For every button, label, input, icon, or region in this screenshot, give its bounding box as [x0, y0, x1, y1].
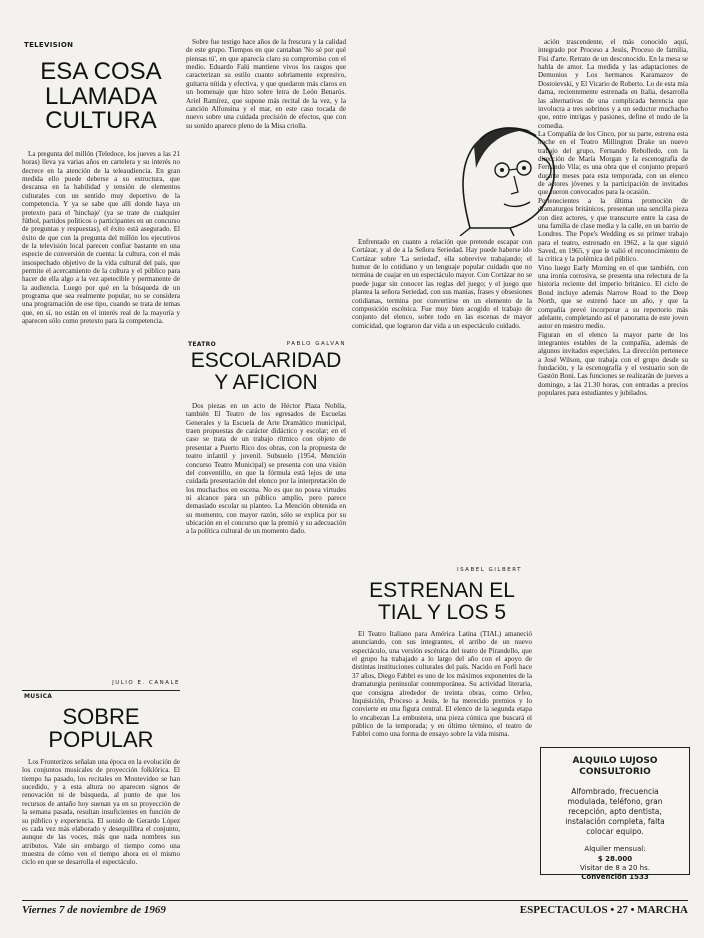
footer-date: Viernes 7 de noviembre de 1969: [22, 904, 166, 916]
ad-address: Convención 1533: [581, 873, 649, 882]
tv-headline: [22, 60, 180, 134]
section-label-music: MUSICA: [24, 693, 53, 700]
classified-ad: [540, 747, 690, 882]
ad-footer: [541, 845, 689, 883]
col3-top-text: Enfrentado en cuanto a relación que pretende escapar con Cortázar, y al de a la Señora Seriedad. Hay puede haberse ido Cortázar sobre 'La seriedad', ella sobrevive trabajando; el humor de lo cotidiano y un lenguaje popular cuidado que no termina de cuajar en un espectáculo mayor. Con Cortázar no se puede jugar sin conocer las reglas del juego; y el juego que plantea la señora Seriedad, con sus manías, frases y obsesiones cotidianas, termina por convertirse en un elemento de la composición escénica. Fue muy bien acogido el trabajo de conjunto del elenco, sobre todo en las escenas de mayor comicidad, que lograron dar vida a un espectáculo cuidado.: [352, 238, 532, 330]
tial-headline: [352, 580, 532, 623]
col2-top-body: [186, 38, 346, 338]
tial-headline-line-2: TIAL Y LOS 5: [377, 600, 507, 624]
theatre-headline: [186, 350, 346, 393]
music-article-body: [22, 758, 180, 898]
divider: [22, 690, 180, 691]
theatre-headline-line-1: ESCOLARIDAD: [190, 349, 342, 372]
music-headline-line-1: SOBRE: [62, 704, 140, 729]
tv-article-text: La pregunta del millón (Teledoce, los jueves a las 21 horas) lleva ya varias años en cartelera y su interés no decrece en la atención de la teleaudiencia. En gran medida ello puede deberse a su estructura, que descansa en la habilidad y tensión de elementos culturales con un sentido muy deportivo de la competencia. Y ya se sabe que allí donde haya un pretexto para el 'hinchaje' (ya se trate de cualquier fútbol, partidos políticos o participantes en un concurso de preguntas y respuestas), el éxito está asegurado. El éxito de que con la pregunta del millón los ejecutivos de la televisión local parecen confiar bastante en una especie de conversión de cuenta: la cultura, con el más insospechado objetivo de la vida cultural del país, que permite el acercamiento de la cultura y el público para hacer de ella algo a la vez apetecible y permanente de la audiencia. Luego por qué en la búsqueda de un programa que sea realmente popular, no se considera una programación de ese tipo, cuando se trata de temas que, en sí, no están en el interés real de la mayoría y aparecen sólo como pretexto para la competencia.: [22, 150, 180, 326]
ad-price: $ 28.000: [597, 854, 633, 863]
tv-headline-line-2: LLAMADA: [44, 82, 158, 110]
col2-byline: PABLO GALVAN: [286, 341, 346, 347]
ad-title-line-1: ALQUILO LUJOSO: [572, 756, 658, 766]
ad-contact-label: Alquiler mensual:: [584, 845, 646, 854]
music-headline: [22, 706, 180, 751]
music-article-text: Los Fronterizos señalan una época en la evolución de los conjuntos musicales de proyección folklórica. El tiempo ha pasado, los recitales en Montevideo se han sucedido, y a esta altura no aparecen signos de renovación ni de búsqueda, al punto de que los recursos de antaño hoy suenan ya en su proyección de la semana pasada, resultan insuficientes en función de su público y experiencia. El sonido de Gerardo López es cada vez más elaborado y desequilibra el conjunto, aunque de las voces, más que nada nombres sus atributos. Vale sin embargo el tiempo como una muestra de cómo ven el tiempo ahora en el mismo ciclo en que se desarrolla el espectáculo.: [22, 758, 180, 867]
ad-title-line-2: CONSULTORIO: [579, 767, 651, 778]
theatre-article-body: [186, 402, 346, 898]
theatre-headline-line-2: Y AFICION: [214, 370, 318, 394]
col3-byline: ISABEL GILBERT: [456, 567, 522, 573]
tv-byline: JULIO E. CANALE: [112, 680, 180, 686]
music-headline-line-2: POPULAR: [48, 726, 154, 752]
tial-article-text: El Teatro Italiano para América Latina (TIAL) amaneció anunciando, con sus integrantes, el arribo de un nuevo espectáculo, una versión escénica del teatro de Pirandello, que el grupo ha trabajado a lo largo del año con el apoyo de distintas instituciones culturales del país. Nacido en Forlì hace 37 años, Diego Fabbri es uno de los máximos exponentes de la dramaturgia peninsular contemporánea. Su actividad literaria, que consigna alrededor de treinta obras, como Orfeo, Inquisición, Proceso a Jesús, le ha merecido premios y lo convierte en una figura central. El elenco de la segunda etapa lo encabezan La embustera, una pieza cómica que buscará el público de la temporada; y en último término, el teatro de Fabbri como una forma de ensayo sobre la vida misma.: [352, 630, 532, 739]
col4-body: [538, 38, 688, 738]
ad-body: Alfombrado, frecuencia modulada, teléfono, gran recepción, apto dentista, instalación completa, falta colocar equipo.: [565, 786, 665, 836]
col4-text: ación trascendente, el más conocido aquí, integrado por Proceso a Jesús, Proceso de familia, Fisi d'arte. Retrato de un desconocido. En la mesa se habla de amor. La medida y las adaptaciones de Demonios y Los hermanos Karamazov de Dostoievski, y El Vicario de Roberto. Lo de esta mía dama, recientemente estrenada en Italia, desarrolla las alternativas de una complicada herencia que involucra a tres sobrinos y a un seductor muchacho que, entre intrigas y pasiones, define el nudo de la comedia. La Compañía de los Cinco, por su parte, estrena esta noche en el Teatro Millington Drake un nuevo trabajo del grupo, Fernando Rebolledo, con la dirección de María Morgan y la escenografía de Fernando Vila; es una obra que el conjunto preparó durante meses para esta temporada, con un elenco de actores jóvenes y la participación de invitados que fueron convocados para la ocasión. Pertenecientes a la última promoción de dramaturgos británicos, presentan una sencilla pieza con diez actores, y que transcurre entre la casa de una familia de clase media y la calle, en un barrio de Londres. The Pope's Wedding es su primer trabajo para el teatro, estrenado en 1962, a la que siguió Saved, en 1965, y que le valió el reconocimiento de la crítica y la polémica del público. Vino luego Early Morning en el que también, con una ironía corrosiva, se presenta una relectura de la historia reciente del imperio británico. El ciclo de Bond incluye además Narrow Road to the Deep North, que se estrenó hace un año, y que la compañía prevé incorporar a su repertorio más adelante, completando así el panorama de este joven autor en nuestro medio. Figuran en el elenco la mayor parte de los integrantes estables de la compañía, además de algunos invitados especiales. La dirección pertenece a José Wilson, que trabaja con el grupo desde su fundación, y la escenografía y el vestuario son de Gastón Boni. Las funciones se realizarán de jueves a domingo, a las 21.30 horas, con entradas a precios populares para estudiantes y jubilados.: [538, 38, 688, 398]
section-label-television: TELEVISION: [24, 41, 74, 49]
tial-headline-line-1: ESTRENAN EL: [369, 579, 515, 602]
ad-title: [541, 756, 689, 779]
tial-article-body: [352, 630, 532, 898]
tv-headline-line-1: ESA COSA: [40, 58, 162, 85]
tv-headline-line-3: CULTURA: [45, 107, 157, 135]
theatre-article-text: Dos piezas en un acto de Héctor Plaza Noblía, también El Teatro de los egresados de Escuelas Generales y la Escuela de Arte Dramático municipal, traen propuestas de carácter didáctico y escolar; en el caso se trata de un trabajo rítmico con objeto de presentar a Puerto Rico dos obras, con la propuesta de teatro infantil y juvenil. Subsuelo (1954, Mención concurso Teatro Municipal) se presenta con una visión del conventillo, en que la fórmula está lejos de una cuidada presentación del elenco por la interpretación de los muchachos en escena. No es que no posea virtudes ni alcance para un público amplio, pero parece demasiado escolar su planteo. La Mención obtenida en su momento, con mayor razón, sólo se explica por su ubicación en el concurso que la premió y su adecuación a la política cultural de un momento dado.: [186, 402, 346, 536]
footer-section-page: ESPECTACULOS • 27 • MARCHA: [519, 904, 688, 916]
ad-hours: Visitar de 8 a 20 hs.: [580, 864, 650, 872]
section-label-theatre: TEATRO: [188, 341, 216, 348]
col2-top-text: Sobre fue testigo hace años de la frescura y la calidad de este grupo. Tiempos en que cantaban 'No sé por qué piensas tú', en que aparecía claro su compromiso con el medio. Eduardo Falú mantiene vivos los rasgos que caracterizan su estilo cuanto sobriamente expresivo, guitarra nítida y efectiva, y que quedaron más claros en un homenaje que hizo sobre letra de León Benarós. Ariel Ramírez, que supone más recital de la vez, y la canción Alfonsina y el mar, en este caso tocada de nuevo sobre una cuidada precisión de efectos, que con su sonido aparece pleno de la Misa criolla.: [186, 38, 346, 130]
footer-rule: [22, 900, 688, 901]
tv-article-body: [22, 150, 180, 675]
col3-top-body: [352, 238, 532, 566]
